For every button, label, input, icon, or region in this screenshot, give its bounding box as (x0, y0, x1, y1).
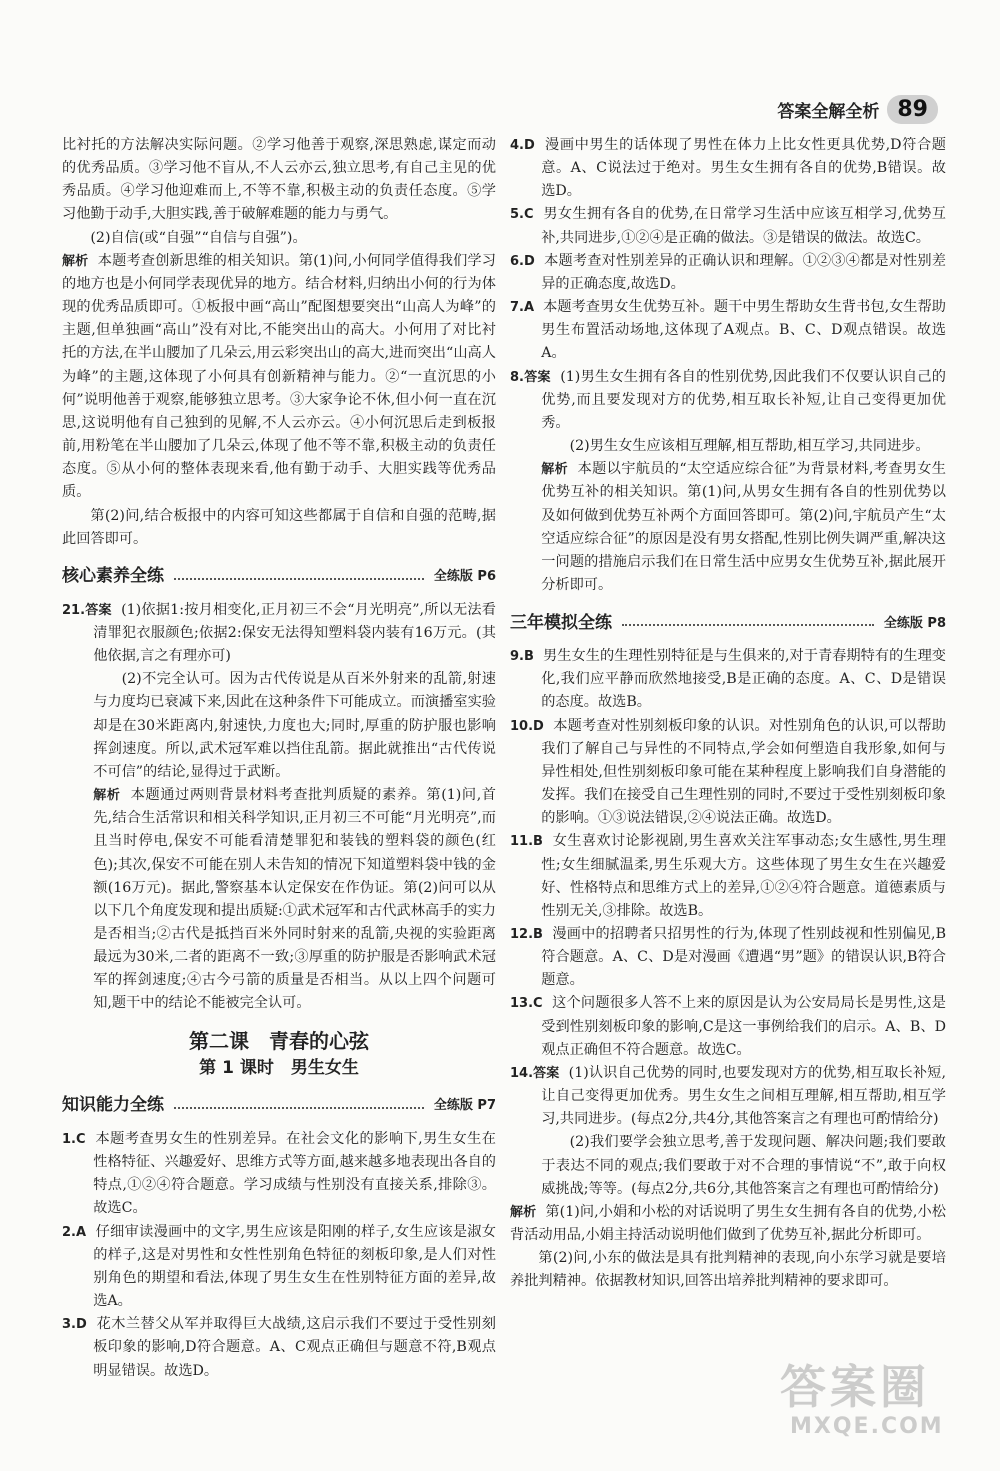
question-number: 2.A (62, 1224, 87, 1240)
analysis-label: 解析 (93, 788, 121, 804)
right-column (510, 134, 946, 1294)
answer-text: (1)认识自己优势的同时,也要发现对方的优势,相互取长补短,让自己变得更加优秀。男生女生之间相互理解,相互帮助,相互学习,共同进步。(每点2分,共4分,其他答案言之有理也可酌情给分) (541, 1064, 946, 1128)
answer-text: 花木兰替父从军并取得巨大战绩,这启示我们不要过于受性别刻板印象的影响,D符合题意。A、C观点正确但与题意不符,B观点明显错误。故选D。 (93, 1316, 496, 1379)
answer-text: 本题考查男女生的性别差异。在社会文化的影响下,男生女生在性格特征、兴趣爱好、思维方式等方面,越来越多地表现出各自的特点,①②④符合题意。学习成绩与性别没有直接关系,排除③。故选C。 (93, 1130, 496, 1217)
answer-paragraph: 第(2)问,结合板报中的内容可知这些都属于自信和自强的范畴,据此回答即可。 (62, 507, 496, 547)
watermark-text: 答案圈 (780, 1360, 930, 1414)
section-header-three-year (510, 609, 946, 637)
dotted-leader (174, 1107, 424, 1109)
dotted-leader (622, 624, 874, 626)
question-number: 12.B (510, 927, 543, 942)
answer-text: (2)我们要学会独立思考,善于发现问题、解决问题;我们要敢于表达不同的观点;我们要敢于对不合理的事情说“不”,敢于向权威挑战;等等。(每点2分,共6分,其他答案言之有理也可酌情给分) (541, 1134, 946, 1197)
question-number: 9.B (510, 649, 534, 665)
answer-text: 漫画中男生的话体现了男性在体力上比女性更具优势,D符合题意。A、C说法过于绝对。男生女生拥有各自的优势,B错误。故选D。 (541, 137, 946, 200)
section-header-knowledge (62, 1092, 496, 1120)
answer-text: 男女生拥有各自的优势,在日常学习生活中应该互相学习,优势互补,共同进步,①②④是正确的做法。③是错误的做法。故选C。 (541, 206, 946, 246)
question-number: 11.B (510, 834, 543, 850)
analysis-text: 本题通过两则背景材料考查批判质疑的素养。第(1)问,首先,结合生活常识和相关科学知识,正月初三不可能“月光明亮”,而且当时停电,保安不可能看清楚罪犯和装钱的塑料袋的颜色(红色);其次,保安不可能在别人未告知的情况下知道塑料袋中钱的金额(16万元)。据此,警察基本认定保安在作伪证。第(2)问可以从以下几个角度发现和提出质疑:①武术冠军和古代武林高手的实力是否相当;②古代是抵挡百米外同时射来的乱箭,央视的实验距离最远为30米,二者的距离不一致;③厚重的防护服是否影响武术冠军的挥剑速度;④古今弓箭的质量是否相当。从以上四个问题可知,题干中的结论不能被完全认可。 (93, 787, 496, 1012)
answer-text: 仔细审读漫画中的文字,男生应该是阳刚的样子,女生应该是淑女的样子,这是对男性和女性性别角色特征的刻板印象,是人们对性别角色的期望和看法,体现了男生女生在性别特征方面的差异,故选A。 (93, 1223, 496, 1310)
answer-text: 女生喜欢讨论影视剧,男生喜欢关注军事动态;女生感性,男生理性;女生细腻温柔,男生乐观大方。这些体现了男生女生在兴趣爱好、性格特点和思维方式上的差异,①②④符合题意。道德素质与性别无关,③排除。故选B。 (541, 833, 946, 919)
question-number: 7.A (510, 300, 535, 316)
page-header (777, 92, 938, 126)
answer-paragraph: (2)自信(或“自强”“自信与自强”)。 (90, 229, 307, 246)
page-number: 89 (887, 95, 938, 124)
watermark-url: MXQE.COM (790, 1414, 944, 1439)
section-title: 核心素养全练 (62, 566, 164, 587)
answer-text: 这个问题很多人答不上来的原因是认为公安局局长是男性,这是受到性别刻板印象的影响,C是这一事例给我们的启示。A、B、D观点正确但不符合题意。故选C。 (541, 995, 946, 1058)
question-number: 6.D (510, 253, 535, 269)
answer-text: (1)依据1:按月相变化,正月初三不会“月光明亮”,所以无法看清罪犯衣服颜色;依据2:保安无法得知塑料袋内装有16万元。(其他依据,言之有理亦可) (93, 601, 496, 665)
answer-text: 漫画中的招聘者只招男性的行为,体现了性别歧视和性别偏见,B符合题意。A、C、D是对漫画《遭遇“男”题》的错误认识,B符合题意。 (541, 926, 946, 989)
analysis-text: 本题以宇航员的“太空适应综合征”为背景材料,考查男女生优势互补的相关知识。第(1)问,从男女生拥有各自的性别优势以及如何做到优势互补两个方面回答即可。第(2)问,宇航员产生“太空适应综合征”的原因是没有男女搭配,性别比例失调严重,解决这一问题的措施启示我们在日常生活中应男女生优势互补,据此展开分析即可。 (541, 461, 946, 593)
section-ref: 全练版 P6 (433, 569, 496, 585)
answer-text: (2)不完全认可。因为古代传说是从百米外射来的乱箭,射速与力度均已衰减下来,因此在这种条件下可能成立。而演播室实验却是在30米距离内,射速快,力度也大;同时,厚重的防护服也影响挥剑速度。所以,武术冠军难以挡住乱箭。据此就推出“古代传说不可信”的结论,显得过于武断。 (93, 671, 496, 780)
lesson-title: 第二课 青春的心弦 (189, 1028, 369, 1053)
answer-paragraph: 比衬托的方法解决实际问题。②学习他善于观察,深思熟虑,谋定而动的优秀品质。③学习他不盲从,不人云亦云,独立思考,有自己主见的优秀品质。④学习他迎难而上,不等不靠,积极主动的负责任态度。⑤学习他勤于动手,大胆实践,善于破解难题的能力与勇气。 (62, 137, 496, 223)
section-ref: 全练版 P7 (433, 1098, 496, 1114)
question-number: 13.C (510, 996, 543, 1012)
analysis-text: 第(2)问,小东的做法是具有批判精神的表现,向小东学习就是要培养批判精神。依据教材知识,回答出培养批判精神的要求即可。 (510, 1250, 946, 1290)
left-column (62, 134, 496, 1383)
analysis-label: 解析 (62, 253, 89, 269)
section-header-core (62, 563, 496, 591)
question-number: 8.答案 (510, 369, 551, 385)
question-number: 3.D (62, 1317, 87, 1333)
section-ref: 全练版 P8 (883, 615, 946, 631)
answer-text: (1)男生女生拥有各自的性别优势,因此我们不仅要认识自己的优势,而且要发现对方的优势,相互取长补短,让自己变得更加优秀。 (541, 368, 946, 431)
section-title: 知识能力全练 (62, 1095, 164, 1116)
period-title: 第 1 课时 男生女生 (199, 1057, 359, 1078)
question-number: 5.C (510, 207, 534, 223)
question-number: 14.答案 (510, 1065, 560, 1081)
answer-text: 本题考查对性别刻板印象的认识。对性别角色的认识,可以帮助我们了解自己与异性的不同特点,学会如何塑造自我形象,如何与异性相处,但性别刻板印象可能在某种程度上影响我们自身潜能的发挥。我们在接受自己生理性别的同时,不要过于受性别刻板印象的影响。①③说法错误,②④说法正确。故选D。 (541, 717, 946, 827)
analysis-label: 解析 (510, 1204, 537, 1220)
analysis-label: 解析 (541, 462, 568, 478)
question-number: 21.答案 (62, 602, 112, 618)
watermark-logo (770, 1351, 960, 1441)
answer-text: 本题考查男女生优势互补。题干中男生帮助女生背书包,女生帮助男生布置活动场地,这体现了A观点。B、C、D观点错误。故选A。 (541, 299, 946, 362)
answer-text: (2)男生女生应该相互理解,相互帮助,相互学习,共同进步。 (569, 438, 930, 455)
question-number: 4.D (510, 138, 535, 153)
question-number: 10.D (510, 718, 544, 734)
question-number: 1.C (62, 1131, 86, 1147)
header-label: 答案全解全析 (777, 101, 880, 122)
section-title: 三年模拟全练 (510, 612, 612, 633)
dotted-leader (174, 578, 424, 580)
answer-text: 男生女生的生理性别特征是与生俱来的,对于青春期特有的生理变化,我们应平静而欣然地接受,B是正确的态度。A、C、D是错误的态度。故选B。 (541, 648, 946, 711)
answer-text: 本题考查对性别差异的正确认识和理解。①②③④都是对性别差异的正确态度,故选D。 (541, 252, 946, 292)
analysis-text: 本题考查创新思维的相关知识。第(1)问,小何同学值得我们学习的地方也是小何同学表现优异的地方。结合材料,归纳出小何的行为体现的优秀品质即可。①板报中画“高山”配图想要突出“山高人为峰”的主题,但单独画“高山”没有对比,不能突出山的高大。小何用了对比衬托的方法,在半山腰加了几朵云,用云彩突出山的高大,进而突出“山高人为峰”的主题,这体现了小何具有创新精神与能力。②“一直沉思的小何”说明他善于观察,能够独立思考。③大家争论不休,但小何一直在沉思,这说明他有自己独到的见解,不人云亦云。④小何沉思后走到板报前,用粉笔在半山腰加了几朵云,体现了他不等不靠,积极主动的负责任态度。⑤从小何的整体表现来看,他有勤于动手、大胆实践等优秀品质。 (62, 252, 496, 501)
analysis-text: 第(1)问,小娟和小松的对话说明了男生女生拥有各自的优势,小松背活动用品,小娟主持活动说明他们做到了优势互补,据此分析即可。 (510, 1203, 946, 1244)
